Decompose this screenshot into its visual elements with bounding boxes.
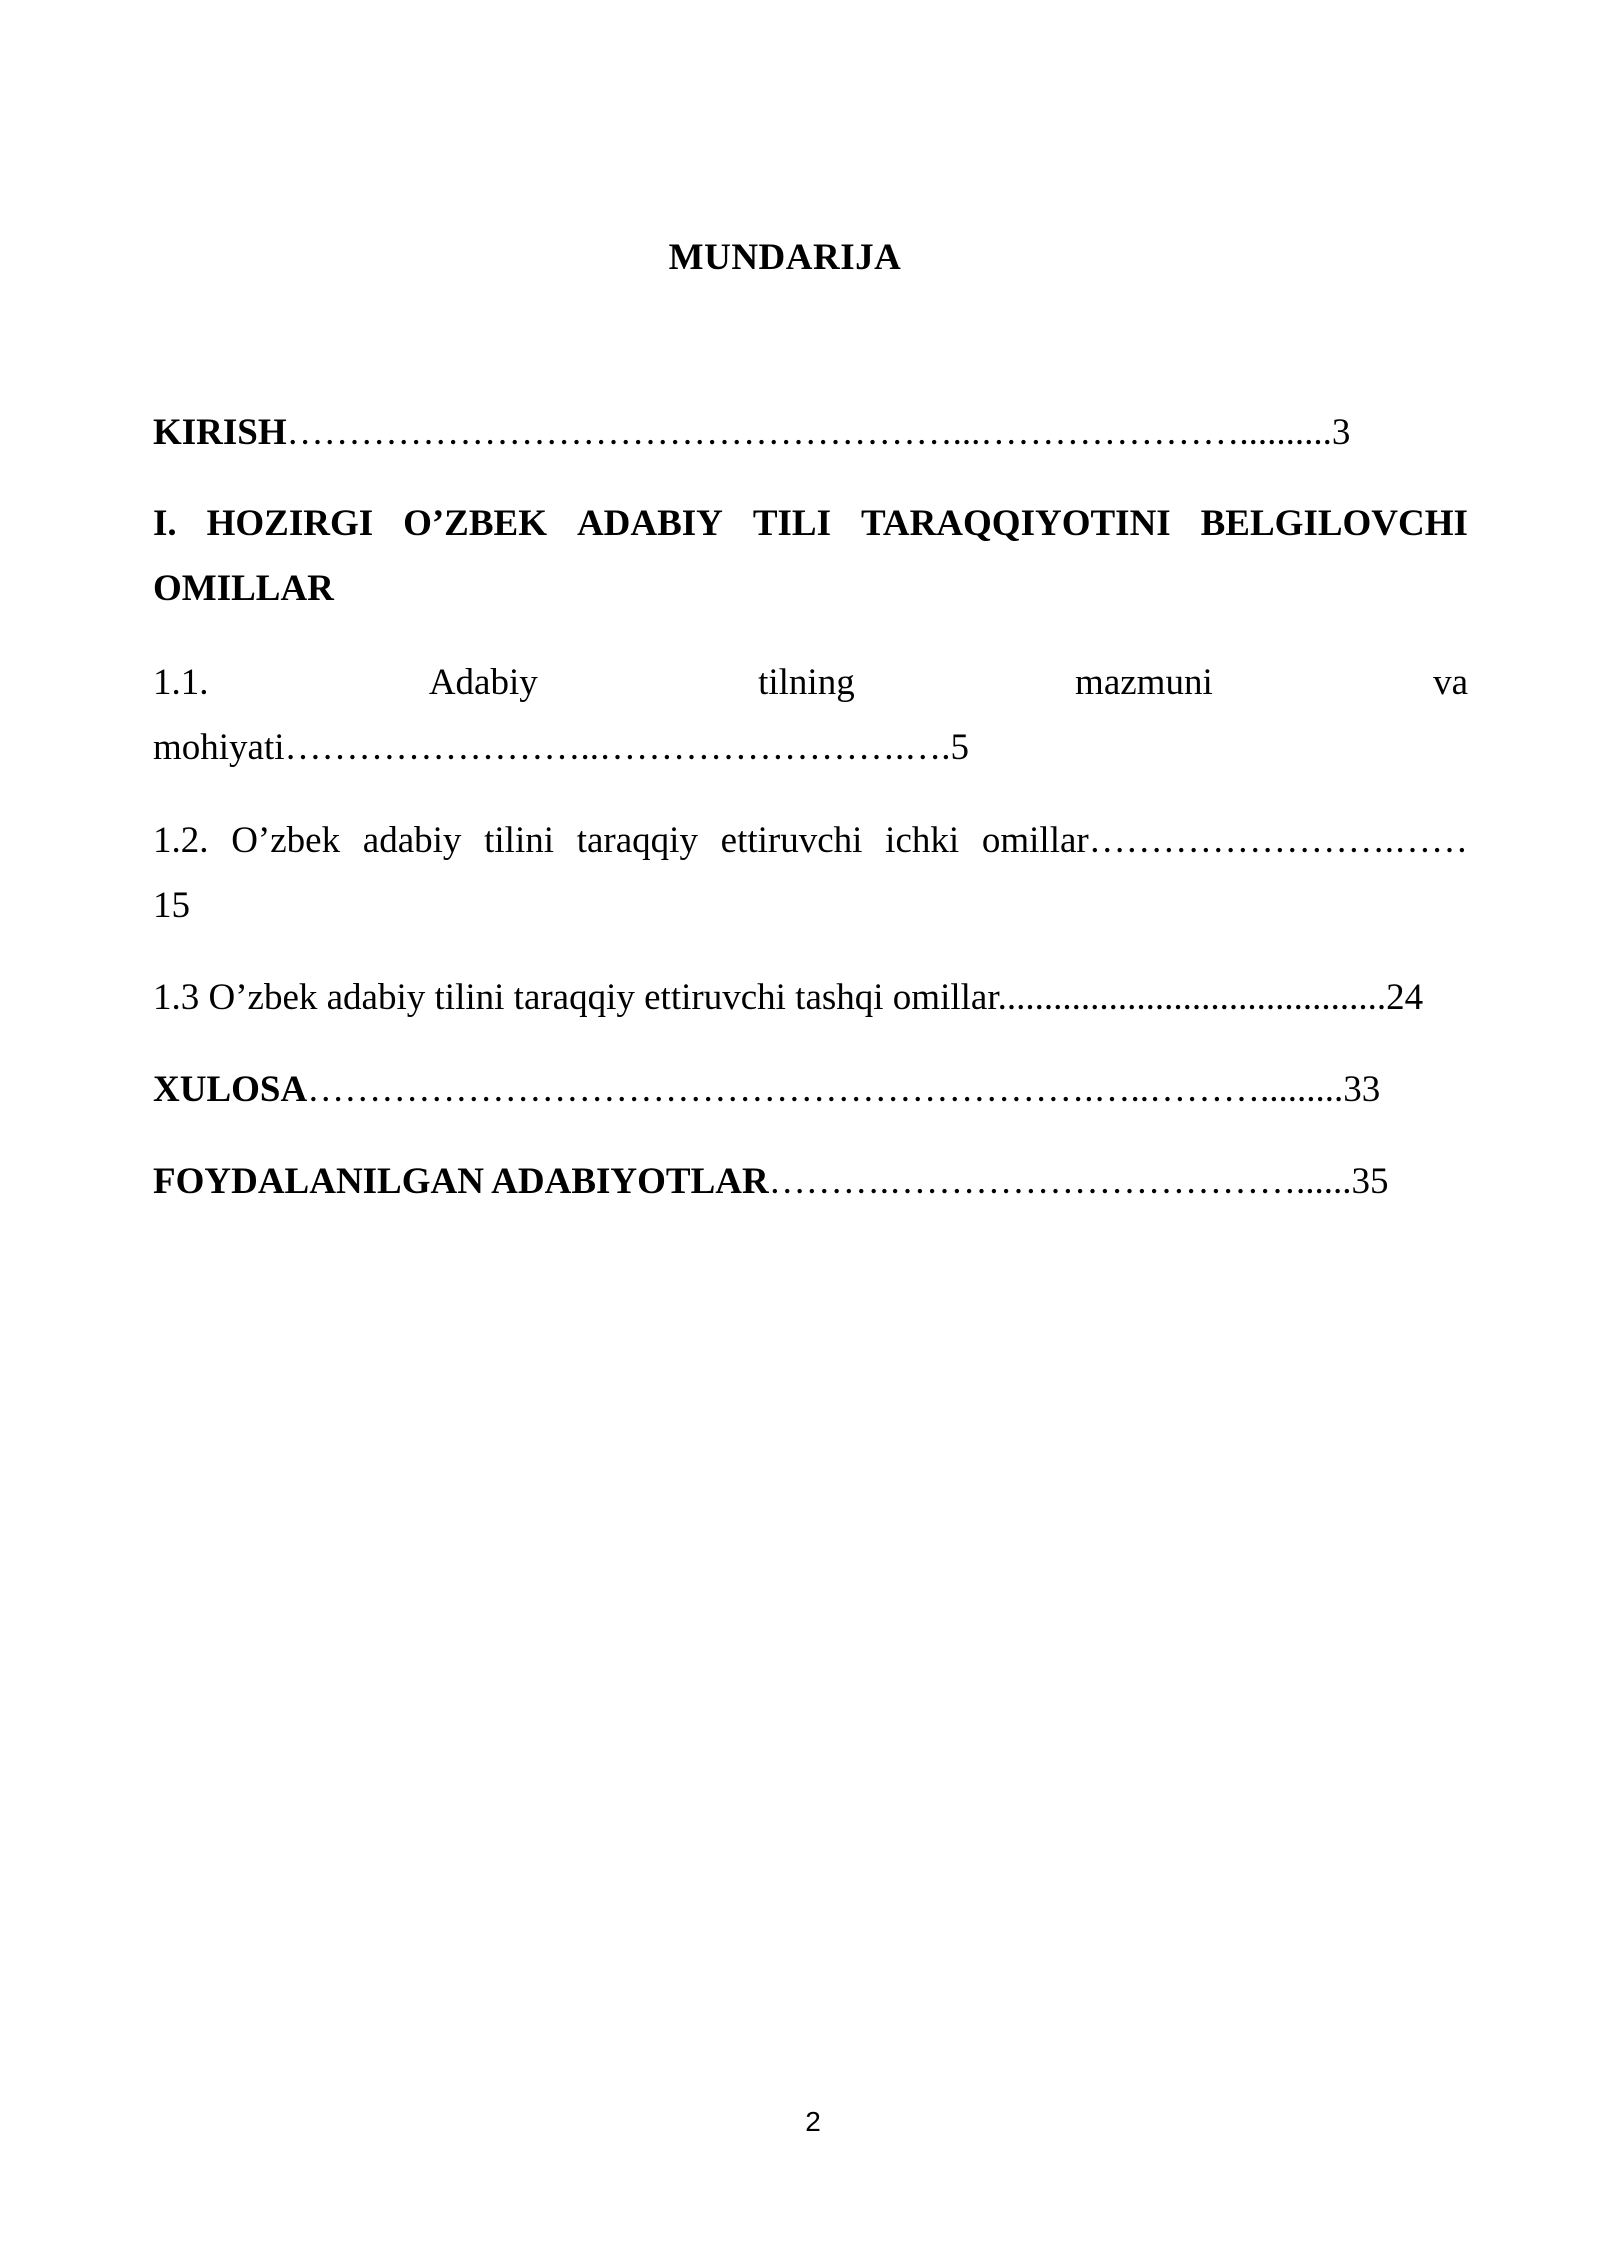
section-1-2-word: 1.2. [153,820,209,861]
toc-entry-kirish-label: KIRISH [153,412,287,453]
toc-entry-section-1-2-line2: 15 [153,885,190,926]
chapter-1-word: TILI [752,503,831,544]
toc-entry-xulosa-label: XULOSA [153,1069,308,1110]
section-1-2-word: adabiy [362,820,462,861]
toc-entry-kirish-page: 3 [1331,412,1351,453]
toc-entry-adabiyotlar-leader: ……….……………………………...... [768,1161,1352,1202]
toc-entry-xulosa-leader: ……………………………………………………….…..………......... [307,1069,1344,1110]
toc-entry-chapter-1-line2: OMILLAR [153,568,334,609]
chapter-1-word: BELGILOVCHI [1200,503,1468,544]
chapter-1-word: HOZIRGI [206,503,374,544]
section-1-1-word: 1.1. [153,662,209,703]
section-1-2-word: ettiruvchi [720,820,863,861]
page-title: MUNDARIJA [668,237,902,278]
toc-entry-xulosa-page: 33 [1343,1069,1381,1110]
toc-entry-section-1-1-line2: mohiyati……………………..…………………….….5 [153,727,970,768]
chapter-1-word: O’ZBEK [403,503,547,544]
section-1-2-word: taraqqiy [576,820,698,861]
toc-entry-section-1-3: 1.3 O’zbek adabiy tilini taraqqiy ettiruvchi tashqi omillar..........................................24 [153,977,1424,1018]
section-1-2-word: ichki [885,820,960,861]
chapter-1-word: TARAQQIYOTINI [860,503,1171,544]
toc-entry-xulosa [153,1057,1468,1122]
toc-entry-adabiyotlar-page: 35 [1351,1161,1389,1202]
section-1-2-word: omillar…………………….…… [981,820,1468,861]
section-1-1-word: Adabiy [428,662,538,703]
section-1-2-word: tilini [484,820,555,861]
section-1-2-word: O’zbek [231,820,341,861]
chapter-1-word: ADABIY [576,503,723,544]
toc-entry-kirish [153,400,1468,465]
toc-entry-section-1-2 [153,808,1468,938]
section-1-1-word: tilning [758,662,855,703]
section-1-1-word: mazmuni [1075,662,1213,703]
toc-entry-adabiyotlar-label: FOYDALANILGAN ADABIYOTLAR [153,1161,769,1202]
toc-entry-chapter-1 [153,491,1468,621]
page-number: 2 [805,2106,821,2137]
toc-entry-section-1-2-line1 [153,808,1468,873]
toc-entry-kirish-leader: ………………………………………………...………………….......... [286,412,1332,453]
toc-entry-chapter-1-line1 [153,491,1468,556]
toc-entry-section-1-1 [153,650,1468,780]
toc-entry-section-1-1-line1 [153,650,1468,715]
toc-entry-adabiyotlar [153,1149,1468,1214]
section-1-1-word: va [1433,662,1468,703]
chapter-1-word: I. [153,503,177,544]
